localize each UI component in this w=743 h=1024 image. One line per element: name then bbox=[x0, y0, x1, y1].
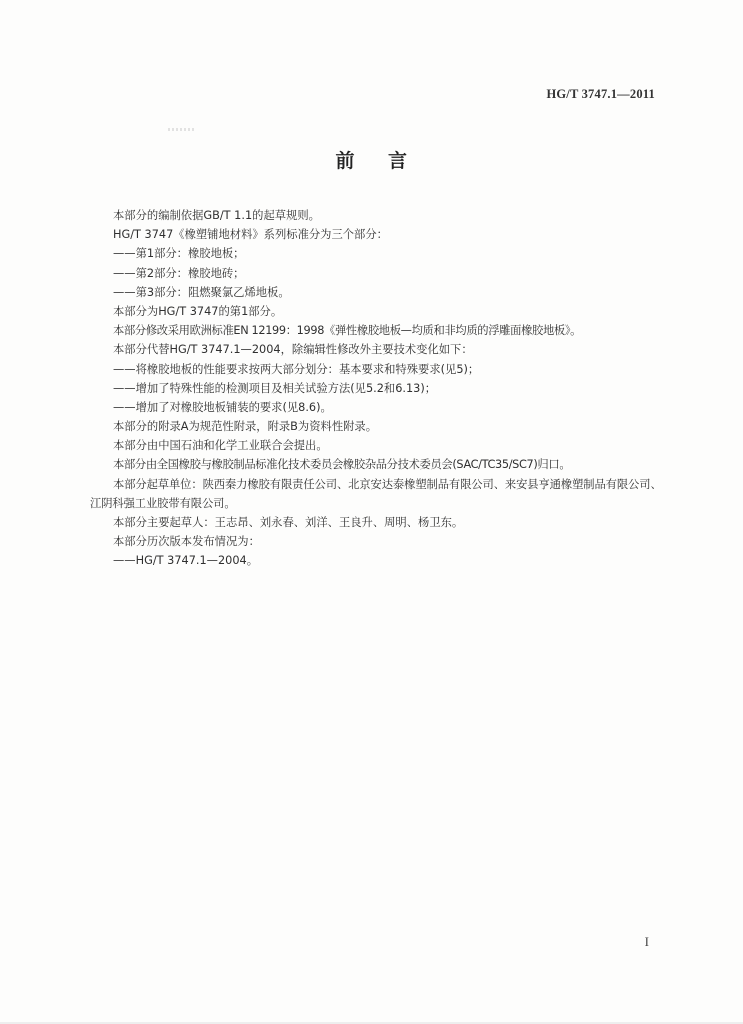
list-item: ——第3部分：阻燃聚氯乙烯地板。 bbox=[113, 285, 290, 299]
foreword-body bbox=[90, 206, 662, 571]
paragraph: 本部分代替HG/T 3747.1—2004，除编辑性修改外主要技术变化如下： bbox=[113, 343, 473, 357]
list-item: ——第2部分：橡胶地砖； bbox=[113, 266, 245, 280]
list-item: ——将橡胶地板的性能要求按两大部分划分：基本要求和特殊要求(见5)； bbox=[113, 362, 480, 376]
standard-number: HG/T 3747.1—2011 bbox=[546, 87, 655, 101]
paragraph: 本部分的附录A为规范性附录，附录B为资料性附录。 bbox=[113, 420, 378, 434]
paragraph: 本部分起草单位：陕西秦力橡胶有限责任公司、北京安达泰橡塑制品有限公司、来安县亨通橡塑制品有限公司、江阴科强工业胶带有限公司。 bbox=[90, 477, 662, 510]
paragraph: 本部分主要起草人：王志昂、刘永春、刘洋、王良升、周明、杨卫东。 bbox=[113, 516, 464, 530]
page-number: I bbox=[644, 934, 649, 949]
scan-speck bbox=[168, 128, 194, 131]
list-item: ——HG/T 3747.1—2004。 bbox=[113, 554, 259, 568]
paragraph: 本部分由中国石油和化学工业联合会提出。 bbox=[113, 439, 328, 453]
paragraph: HG/T 3747《橡塑铺地材料》系列标准分为三个部分： bbox=[113, 228, 388, 242]
paragraph: 本部分修改采用欧洲标准EN 12199：1998《弹性橡胶地板—均质和非均质的浮雕面橡胶地板》。 bbox=[113, 324, 582, 338]
paragraph: 本部分历次版本发布情况为： bbox=[113, 535, 260, 549]
paragraph: 本部分为HG/T 3747的第1部分。 bbox=[113, 304, 283, 318]
list-item: ——增加了特殊性能的检测项目及相关试验方法(见5.2和6.13)； bbox=[113, 381, 437, 395]
list-item: ——第1部分：橡胶地板； bbox=[113, 247, 245, 261]
page-title: 前 言 bbox=[335, 150, 408, 172]
paragraph: 本部分的编制依据GB/T 1.1的起草规则。 bbox=[113, 209, 320, 222]
list-item: ——增加了对橡胶地板铺装的要求(见8.6)。 bbox=[113, 400, 332, 414]
paragraph: 本部分由全国橡胶与橡胶制品标准化技术委员会橡胶杂品分技术委员会(SAC/TC35/SC7)归口。 bbox=[113, 458, 571, 472]
